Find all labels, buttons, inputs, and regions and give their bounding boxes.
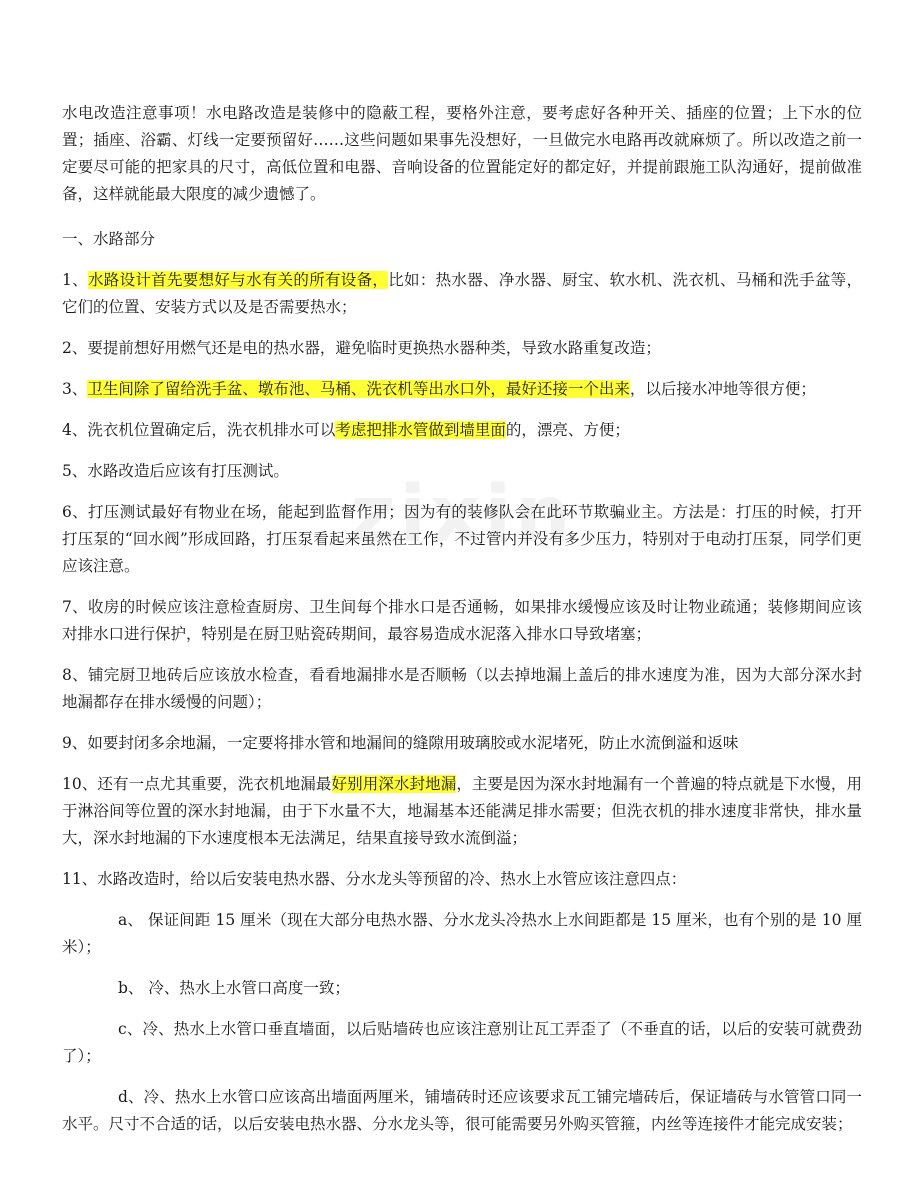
item-7: 7、收房的时候应该注意检查厨房、卫生间每个排水口是否通畅，如果排水缓慢应该及时让物业疏通；装修期间应该对排水口进行保护，特别是在厨卫贴瓷砖期间，最容易造成水泥落入排水口导致堵塞； — [62, 598, 862, 643]
item-6: 6、打压测试最好有物业在场，能起到监督作用；因为有的装修队会在此环节欺骗业主。方法是：打压的时候，打开打压泵的“回水阀”形成回路，打压泵看起来虽然在工作，不过管内并没有多少压力，特别对于电动打压泵，同学们更应该注意。 — [62, 503, 862, 575]
item-4-highlight: 考虑把排水管做到墙里面 — [335, 421, 506, 439]
sub-item-a: a、 保证间距 15 厘米（现在大部分电热水器、分水龙头冷热水上水间距都是 15 厘米，也有个别的是 10 厘米）； — [62, 911, 862, 956]
sub-item-b: b、 冷、热水上水管口高度一致； — [118, 979, 350, 997]
item-9: 9、如要封闭多余地漏，一定要将排水管和地漏间的缝隙用玻璃胶或水泥堵死，防止水流倒溢和返味 — [62, 734, 739, 752]
item-10 — [62, 771, 862, 852]
item-2: 2、要提前想好用燃气还是电的热水器，避免临时更换热水器种类，导致水路重复改造； — [62, 339, 661, 357]
item-10-rest: ，主要是因为深水封地漏有一个普遍的特点就是下水慢，用于淋浴间等位置的深水封地漏，由于下水量不大，地漏基本还能满足排水需要；但洗衣机的排水速度非常快，排水量大，深水封地漏的下水速度根本无法满足，结果直接导致水流倒溢； — [62, 775, 862, 847]
item-3 — [62, 376, 862, 403]
item-5: 5、水路改造后应该有打压测试。 — [62, 462, 289, 480]
item-10-prefix: 10、还有一点尤其重要，洗衣机地漏最 — [62, 775, 332, 793]
section-heading: 一、水路部分 — [62, 230, 156, 248]
item-1-highlight: 水路设计首先要想好与水有关的所有设备， — [87, 271, 389, 289]
watermark: zixin — [350, 470, 575, 560]
item-4-rest: 的，漂亮、方便； — [505, 421, 630, 439]
intro-paragraph: 水电改造注意事项！水电路改造是装修中的隐蔽工程，要格外注意，要考虑好各种开关、插座的位置；上下水的位置；插座、浴霸、灯线一定要预留好……这些问题如果事先没想好，一旦做完水电路再改就麻烦了。所以改造之前一定要尽可能的把家具的尺寸，高低位置和电器、音响设备的位置能定好的都定好，并提前跟施工队沟通好，提前做准备，这样就能最大限度的减少遗憾了。 — [62, 104, 862, 203]
item-8: 8、铺完厨卫地砖后应该放水检查，看看地漏排水是否顺畅（以去掉地漏上盖后的排水速度为准，因为大部分深水封地漏都存在排水缓慢的问题）； — [62, 666, 862, 711]
item-1-rest: 比如：热水器、净水器、厨宝、软水机、洗衣机、马桶和洗手盆等，它们的位置、安装方式以及是否需要热水； — [62, 271, 862, 316]
item-10-highlight: 好别用深水封地漏 — [331, 775, 457, 793]
item-1-prefix: 1、 — [62, 271, 88, 289]
item-3-prefix: 3、 — [62, 380, 88, 398]
item-3-highlight: 卫生间除了留给洗手盆、墩布池、马桶、洗衣机等出水口外，最好还接一个出来 — [87, 380, 630, 398]
item-4 — [62, 417, 862, 444]
document-body — [62, 100, 862, 1152]
item-1 — [62, 267, 862, 321]
item-3-rest: ，以后接水冲地等很方便； — [629, 380, 816, 398]
item-4-prefix: 4、洗衣机位置确定后，洗衣机排水可以 — [62, 421, 336, 439]
sub-item-d: d、冷、热水上水管口应该高出墙面两厘米，铺墙砖时还应该要求瓦工铺完墙砖后，保证墙砖与水管管口同一水平。尺寸不合适的话，以后安装电热水器、分水龙头等，很可能需要另外购买管箍，内丝等连接件才能完成安装； — [62, 1088, 862, 1133]
sub-item-c: c、冷、热水上水管口垂直墙面，以后贴墙砖也应该注意别让瓦工弄歪了（不垂直的话，以后的安装可就费劲了）； — [62, 1020, 862, 1065]
item-11: 11、水路改造时，给以后安装电热水器、分水龙头等预留的冷、热水上水管应该注意四点： — [62, 870, 687, 888]
